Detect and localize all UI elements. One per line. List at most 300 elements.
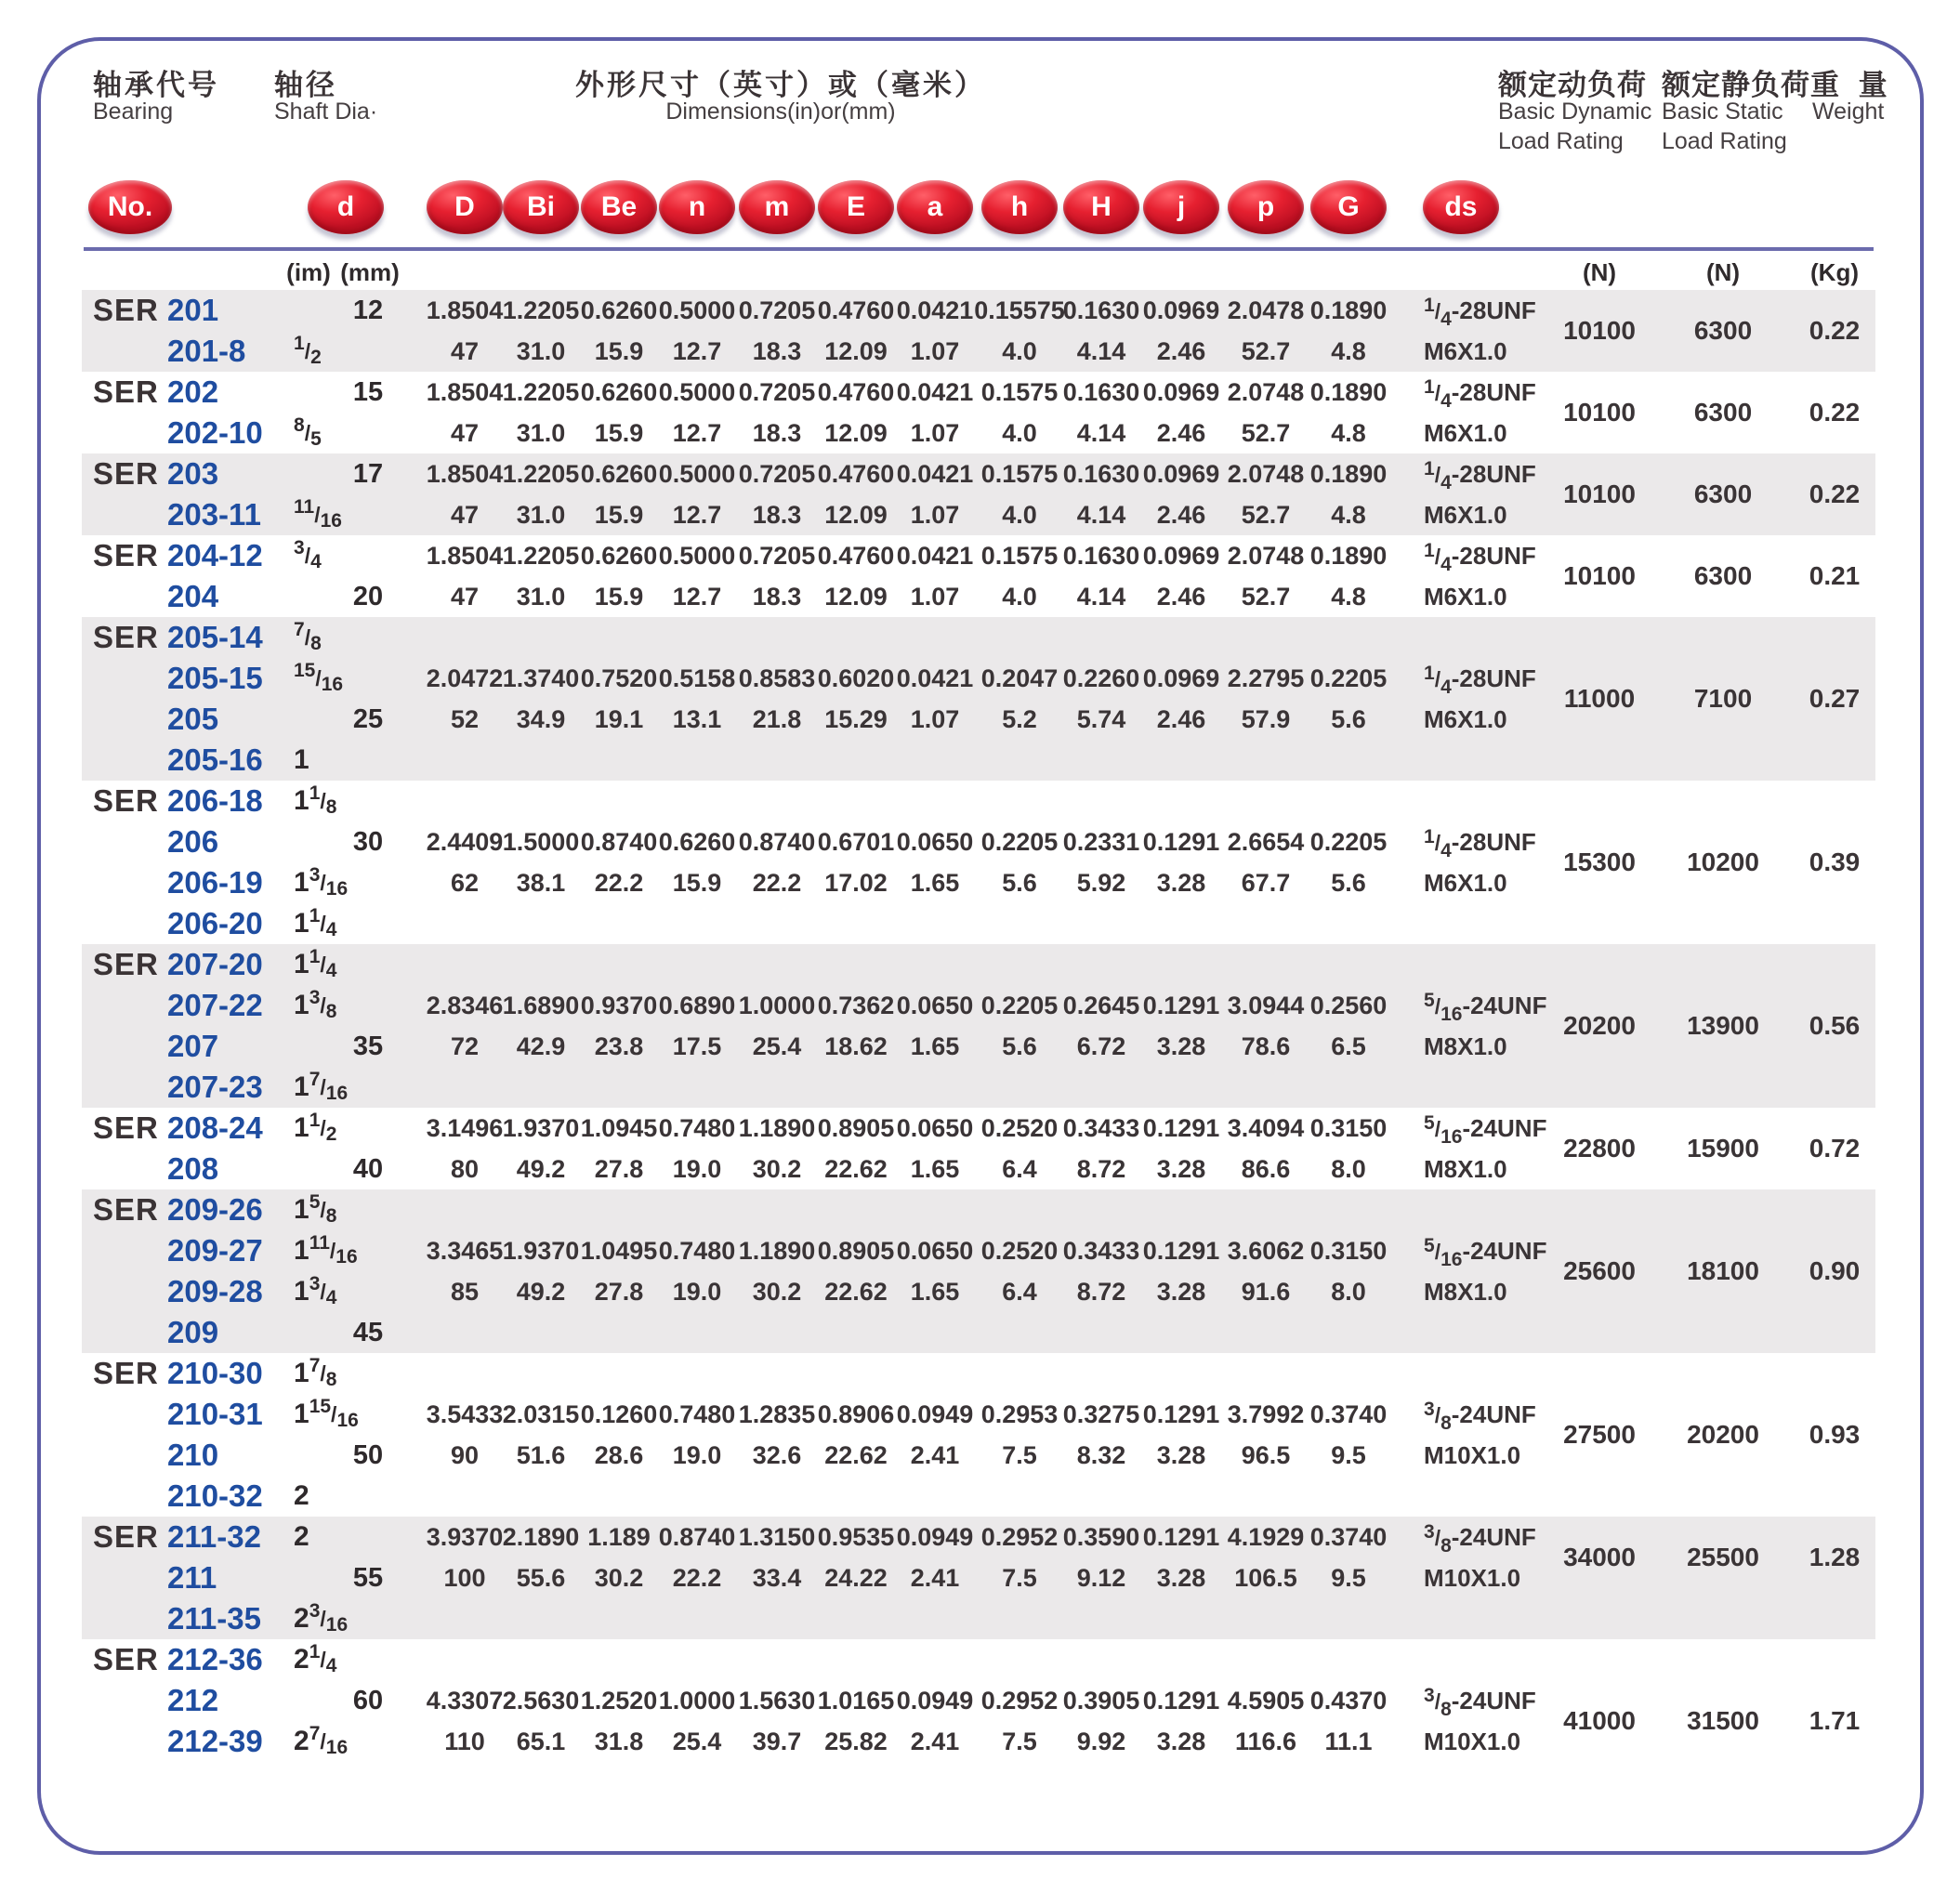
dim-values-col10 — [1143, 658, 1220, 740]
dim-values-col2 — [503, 985, 580, 1067]
dim-values-col2 — [503, 1680, 580, 1762]
dim-mm-value: 18.62 — [824, 1032, 888, 1060]
dim-values-col12 — [1310, 658, 1388, 740]
bearing-number: 203-11 — [167, 497, 261, 532]
thread-spec-unf: $^3/_8-24UNF$ — [1424, 1521, 1536, 1557]
bearing-number: 205-15 — [167, 661, 263, 695]
dim-mm-value: 19.0 — [672, 1441, 722, 1469]
dim-inch-value: 0.9370 — [580, 992, 658, 1019]
dim-mm-value: 15.9 — [594, 583, 644, 611]
ser-prefix: SER — [93, 456, 159, 491]
dynamic-load-value: 27500 — [1563, 1420, 1636, 1449]
dim-inch-value: 0.1575 — [980, 460, 1059, 488]
dim-mm-value: 2.41 — [910, 1564, 960, 1592]
dim-values-col5 — [739, 1517, 816, 1598]
dim-mm-value: 5.6 — [1002, 1032, 1037, 1060]
bearing-number: 202 — [167, 374, 219, 409]
dim-values-col9 — [1063, 1394, 1140, 1476]
unit-shaft-mm: (mm) — [340, 258, 400, 286]
dim-values-col1 — [427, 658, 504, 740]
dim-mm-value: 39.7 — [752, 1728, 802, 1755]
bearing-number: 211-35 — [167, 1601, 261, 1636]
dim-inch-value: 0.4370 — [1309, 1687, 1388, 1715]
dim-values-col6 — [818, 658, 895, 740]
dim-values-col1 — [427, 453, 504, 535]
dim-values-col4 — [659, 372, 736, 453]
static-load-value: 15900 — [1687, 1134, 1759, 1163]
dim-mm-value: 15.9 — [672, 869, 722, 897]
dim-inch-value: 0.3905 — [1062, 1687, 1140, 1715]
dim-inch-value: 2.4409 — [426, 828, 504, 856]
bearing-number: 201-8 — [167, 334, 246, 368]
dim-inch-value: 0.8740 — [738, 828, 816, 856]
dim-values-col8 — [981, 1680, 1059, 1762]
thread-spec-metric: M8X1.0 — [1424, 1278, 1507, 1306]
dim-mm-value: 49.2 — [516, 1155, 566, 1183]
bearing-number: 206 — [167, 824, 219, 859]
dim-inch-value: 0.6701 — [817, 828, 895, 856]
static-load-value: 6300 — [1693, 480, 1753, 508]
shaft-dia-inch: 11 / 16 — [294, 496, 342, 532]
dim-mm-value: 80 — [450, 1155, 480, 1183]
dim-values-col6 — [818, 372, 895, 453]
bearing-number: 209-28 — [167, 1274, 263, 1308]
dim-inch-value: 0.8905 — [817, 1114, 895, 1142]
weight-value: 0.56 — [1809, 1011, 1861, 1040]
static-load-value: 6300 — [1693, 398, 1753, 427]
shaft-dia-mm: 12 — [352, 295, 384, 325]
dim-mm-value: 110 — [444, 1728, 485, 1755]
dim-inch-value: 0.0421 — [896, 664, 974, 692]
dim-mm-value: 22.62 — [824, 1155, 888, 1183]
thread-spec-metric: M6X1.0 — [1424, 705, 1507, 733]
dim-mm-value: 78.6 — [1241, 1032, 1291, 1060]
dim-values-col6 — [818, 821, 895, 903]
dim-values-col4 — [659, 658, 736, 740]
dim-mm-value: 4.0 — [1002, 583, 1037, 611]
dim-mm-value: 5.2 — [1002, 705, 1037, 733]
dim-mm-value: 1.65 — [910, 869, 960, 897]
shaft-dia-inch: 1 7 / 16 — [294, 1069, 349, 1104]
dim-inch-value: 0.4760 — [817, 296, 895, 324]
ser-prefix: SER — [93, 947, 159, 981]
shaft-dia-inch: 1 3 / 8 — [294, 987, 337, 1022]
weight-value: 1.28 — [1809, 1543, 1861, 1571]
dim-values-col12 — [1310, 821, 1388, 903]
dim-inch-value: 3.7992 — [1227, 1400, 1305, 1428]
dim-inch-value: 0.7362 — [817, 992, 895, 1019]
dim-inch-value: 0.1890 — [1309, 542, 1388, 570]
dim-inch-value: 1.2835 — [738, 1400, 816, 1428]
dim-mm-value: 47 — [450, 337, 480, 365]
dynamic-load-value: 25600 — [1563, 1256, 1636, 1285]
dim-values-col3 — [581, 1230, 658, 1312]
dim-mm-value: 51.6 — [516, 1441, 566, 1469]
dim-values-col6 — [818, 1680, 895, 1762]
dim-values-col2 — [503, 453, 580, 535]
static-load-header-cn: 额定静负荷 — [1662, 69, 1810, 101]
dim-values-col7 — [897, 985, 974, 1067]
column-badge-bi: Bi — [503, 180, 579, 234]
dim-mm-value: 86.6 — [1241, 1155, 1291, 1183]
dim-values-col4 — [659, 1517, 736, 1598]
dim-values-col9 — [1063, 372, 1140, 453]
dim-inch-value: 0.7520 — [580, 664, 658, 692]
dim-inch-value: 0.1291 — [1142, 992, 1220, 1019]
dim-mm-value: 1.07 — [910, 501, 960, 529]
header-divider — [84, 247, 1874, 251]
dim-inch-value: 0.3150 — [1309, 1114, 1388, 1142]
column-badge-be: Be — [581, 180, 657, 234]
dim-mm-value: 31.0 — [516, 501, 566, 529]
weight-value: 0.90 — [1809, 1256, 1861, 1285]
dim-mm-value: 5.74 — [1076, 705, 1126, 733]
dim-mm-value: 1.65 — [910, 1278, 960, 1306]
thread-spec-unf: $^1/_4-28UNF$ — [1424, 826, 1536, 861]
dim-mm-value: 13.1 — [672, 705, 722, 733]
column-badge-h: h — [981, 180, 1058, 234]
dim-inch-value: 0.9535 — [817, 1523, 895, 1551]
dim-values-col2 — [503, 821, 580, 903]
dim-mm-value: 4.0 — [1002, 501, 1037, 529]
bearing-number: 209 — [167, 1315, 219, 1349]
dim-values-col4 — [659, 1230, 736, 1312]
dim-values-col5 — [739, 372, 816, 453]
column-badge-n: n — [659, 180, 735, 234]
dim-inch-value: 0.0949 — [896, 1400, 974, 1428]
dim-mm-value: 1.65 — [910, 1032, 960, 1060]
thread-spec-unf: $^5/_{16}-24UNF$ — [1424, 1235, 1547, 1270]
dim-inch-value: 1.8504 — [426, 378, 504, 406]
dim-mm-value: 100 — [443, 1564, 486, 1592]
dim-inch-value: 0.5000 — [658, 296, 736, 324]
dim-values-col12 — [1310, 290, 1388, 372]
shaft-dia-mm: 30 — [352, 826, 384, 857]
dim-mm-value: 85 — [450, 1278, 480, 1306]
dim-values-col4 — [659, 535, 736, 617]
dim-values-col12 — [1310, 453, 1388, 535]
shaft-dia-inch: 2 3 / 16 — [294, 1600, 349, 1636]
dynamic-load-value: 11000 — [1563, 684, 1636, 713]
dim-values-col3 — [587, 1517, 651, 1598]
dim-values-col9 — [1063, 1680, 1140, 1762]
shaft-dia-mm: 60 — [352, 1685, 384, 1715]
weight-header-cn: 重 量 — [1810, 69, 1893, 101]
dim-mm-value: 106.5 — [1234, 1564, 1297, 1592]
dim-values-col2 — [503, 372, 580, 453]
dim-mm-value: 2.46 — [1156, 501, 1206, 529]
dim-mm-value: 3.28 — [1156, 1032, 1206, 1060]
dim-inch-value: 0.6260 — [658, 828, 736, 856]
dim-mm-value: 25.4 — [752, 1032, 802, 1060]
dim-inch-value: 0.0650 — [896, 1237, 974, 1265]
thread-spec — [1424, 821, 1536, 903]
shaft-dia-inch: 1 1 / 2 — [294, 1110, 337, 1145]
dim-values-col10 — [1143, 372, 1220, 453]
bearing-number: 209-26 — [167, 1192, 263, 1227]
thread-spec-unf: $^5/_{16}-24UNF$ — [1424, 990, 1547, 1025]
dim-values-col8 — [974, 290, 1065, 372]
weight-value: 0.22 — [1809, 398, 1861, 427]
dim-mm-value: 1.07 — [910, 337, 960, 365]
dim-values-col4 — [659, 821, 736, 903]
dim-values-col4 — [659, 1394, 736, 1476]
shaft-dia-inch: 1 11 / 16 — [294, 1232, 358, 1268]
bearing-number: 207-20 — [167, 947, 263, 981]
dim-inch-value: 1.0945 — [580, 1114, 658, 1142]
dim-inch-value: 0.1890 — [1309, 378, 1388, 406]
bearing-number: 202-10 — [167, 415, 263, 450]
dim-mm-value: 4.0 — [1002, 337, 1037, 365]
dim-values-col10 — [1143, 985, 1220, 1067]
thread-spec-unf: $^1/_4-28UNF$ — [1424, 663, 1536, 698]
bearing-number: 208 — [167, 1151, 219, 1186]
dim-values-col5 — [739, 821, 816, 903]
weight-value: 0.93 — [1809, 1420, 1861, 1449]
column-badge-h: H — [1063, 180, 1139, 234]
column-badge-g: G — [1310, 180, 1387, 234]
dim-values-col9 — [1063, 985, 1140, 1067]
thread-spec — [1424, 1394, 1536, 1476]
dim-values-col10 — [1143, 1394, 1220, 1476]
dim-mm-value: 25.4 — [672, 1728, 722, 1755]
dim-values-col1 — [427, 1108, 504, 1189]
dim-mm-value: 116.6 — [1234, 1728, 1297, 1755]
dim-values-col11 — [1228, 1394, 1305, 1476]
dim-mm-value: 31.0 — [516, 583, 566, 611]
dim-mm-value: 15.9 — [594, 419, 644, 447]
dim-mm-value: 22.62 — [824, 1278, 888, 1306]
dim-values-col12 — [1310, 1517, 1388, 1598]
dim-values-col6 — [818, 1394, 895, 1476]
dim-values-col5 — [739, 290, 816, 372]
dim-inch-value: 0.0969 — [1142, 542, 1220, 570]
unit-static-load: (N) — [1705, 258, 1741, 286]
dim-mm-value: 15.9 — [594, 337, 644, 365]
dim-inch-value: 2.1890 — [502, 1523, 580, 1551]
dim-inch-value: 0.0421 — [896, 378, 974, 406]
dim-values-col10 — [1143, 1517, 1220, 1598]
shaft-dia-inch: 1 15 / 16 — [294, 1396, 359, 1431]
dim-values-col6 — [818, 453, 895, 535]
dim-inch-value: 0.6890 — [658, 992, 736, 1019]
bearing-number: 210-30 — [167, 1356, 263, 1390]
dim-mm-value: 3.28 — [1156, 1441, 1206, 1469]
dim-values-col1 — [427, 535, 504, 617]
weight-value: 0.21 — [1809, 561, 1861, 590]
dim-values-col11 — [1228, 658, 1305, 740]
dim-mm-value: 4.14 — [1076, 583, 1126, 611]
dim-values-col5 — [739, 1680, 816, 1762]
dim-mm-value: 15.29 — [824, 705, 888, 733]
dim-values-col5 — [739, 985, 816, 1067]
dim-mm-value: 18.3 — [752, 583, 802, 611]
thread-spec-metric: M8X1.0 — [1424, 1032, 1507, 1060]
dim-mm-value: 2.46 — [1156, 583, 1206, 611]
shaft-dia-inch: 1 7 / 8 — [294, 1355, 337, 1390]
dim-inch-value: 2.0315 — [502, 1400, 580, 1428]
shaft-dia-header-cn: 轴径 — [274, 69, 337, 101]
dim-inch-value: 0.0949 — [896, 1687, 974, 1715]
shaft-dia-inch: 15 / 16 — [294, 660, 344, 695]
dim-inch-value: 1.5000 — [502, 828, 580, 856]
dim-values-col2 — [503, 1108, 580, 1189]
dim-mm-value: 8.32 — [1076, 1441, 1126, 1469]
dim-values-col12 — [1310, 1230, 1388, 1312]
dim-values-col11 — [1228, 821, 1305, 903]
bearing-number: 207-23 — [167, 1070, 263, 1104]
dim-inch-value: 0.0969 — [1142, 460, 1220, 488]
dim-mm-value: 7.5 — [1002, 1441, 1037, 1469]
dim-mm-value: 6.72 — [1076, 1032, 1126, 1060]
dim-values-col1 — [427, 1230, 504, 1312]
dim-inch-value: 3.9370 — [426, 1523, 504, 1551]
dim-values-col11 — [1228, 1108, 1305, 1189]
thread-spec-unf: $^1/_4-28UNF$ — [1424, 295, 1536, 330]
weight-value: 0.72 — [1809, 1134, 1861, 1163]
dim-values-col9 — [1063, 535, 1140, 617]
dim-inch-value: 0.1630 — [1062, 542, 1140, 570]
dim-mm-value: 4.0 — [1002, 419, 1037, 447]
thread-spec — [1424, 1680, 1536, 1762]
dynamic-load-value: 10100 — [1563, 398, 1636, 427]
dim-values-col8 — [981, 372, 1059, 453]
dynamic-load-header-en2: Load Rating — [1498, 128, 1624, 154]
dim-inch-value: 0.4760 — [817, 460, 895, 488]
dim-values-col6 — [818, 1517, 895, 1598]
dim-inch-value: 0.1575 — [980, 378, 1059, 406]
dim-values-col3 — [581, 535, 658, 617]
dynamic-load-value: 20200 — [1563, 1011, 1636, 1040]
dim-inch-value: 0.0969 — [1142, 296, 1220, 324]
dim-mm-value: 8.72 — [1076, 1155, 1126, 1183]
dim-inch-value: 0.2205 — [980, 828, 1059, 856]
ser-prefix: SER — [93, 538, 159, 572]
dim-values-col8 — [981, 1517, 1059, 1598]
dim-mm-value: 2.46 — [1156, 419, 1206, 447]
thread-spec-unf: $^1/_4-28UNF$ — [1424, 458, 1536, 493]
dim-inch-value: 0.0650 — [896, 828, 974, 856]
dim-values-col10 — [1143, 1108, 1220, 1189]
dim-mm-value: 7.5 — [1002, 1728, 1037, 1755]
thread-spec-unf: $^5/_{16}-24UNF$ — [1424, 1112, 1547, 1148]
dim-values-col9 — [1063, 1230, 1140, 1312]
ser-prefix: SER — [93, 1192, 159, 1227]
bearing-number: 212-39 — [167, 1724, 263, 1758]
dim-values-col8 — [981, 453, 1059, 535]
dim-mm-value: 12.7 — [672, 501, 722, 529]
dim-mm-value: 27.8 — [594, 1155, 644, 1183]
dim-mm-value: 12.7 — [672, 419, 722, 447]
dim-mm-value: 6.5 — [1331, 1032, 1366, 1060]
dim-inch-value: 0.3433 — [1062, 1114, 1140, 1142]
dim-mm-value: 31.0 — [516, 337, 566, 365]
dim-inch-value: 0.6020 — [817, 664, 895, 692]
dim-inch-value: 1.9370 — [502, 1237, 580, 1265]
dim-values-col7 — [897, 1680, 974, 1762]
dim-values-col6 — [818, 1230, 895, 1312]
column-badge-ds: ds — [1423, 180, 1499, 234]
dim-mm-value: 62 — [450, 869, 480, 897]
bearing-number: 210-31 — [167, 1397, 263, 1431]
shaft-dia-inch: 3 / 4 — [294, 537, 322, 572]
bearing-number: 204-12 — [167, 538, 263, 572]
dim-mm-value: 4.8 — [1331, 501, 1366, 529]
column-badge-d: d — [308, 180, 384, 234]
dim-mm-value: 6.4 — [1002, 1155, 1037, 1183]
dim-mm-value: 2.46 — [1156, 705, 1206, 733]
dynamic-load-header-en1: Basic Dynamic — [1498, 99, 1652, 125]
dim-mm-value: 57.9 — [1241, 705, 1291, 733]
dim-mm-value: 65.1 — [516, 1728, 566, 1755]
dim-inch-value: 0.0650 — [896, 1114, 974, 1142]
dim-inch-value: 0.1291 — [1142, 828, 1220, 856]
dim-values-col8 — [981, 535, 1059, 617]
dim-mm-value: 8.72 — [1076, 1278, 1126, 1306]
dim-inch-value: 0.2205 — [1309, 828, 1388, 856]
dim-values-col11 — [1228, 1680, 1305, 1762]
shaft-dia-inch: 1 1 / 4 — [294, 946, 337, 981]
thread-spec — [1424, 535, 1536, 617]
thread-spec-metric: M6X1.0 — [1424, 419, 1507, 447]
dim-inch-value: 0.4760 — [817, 378, 895, 406]
dim-values-col2 — [503, 1517, 580, 1598]
dynamic-load-value: 10100 — [1563, 561, 1636, 590]
dim-mm-value: 15.9 — [594, 501, 644, 529]
dim-values-col3 — [581, 453, 658, 535]
shaft-dia-inch: 1 — [294, 744, 309, 775]
dim-inch-value: 2.0472 — [426, 664, 504, 692]
dim-values-col3 — [581, 1108, 658, 1189]
dim-mm-value: 4.14 — [1076, 419, 1126, 447]
dim-inch-value: 0.5000 — [658, 542, 736, 570]
bearing-number: 212-36 — [167, 1642, 263, 1676]
dim-mm-value: 12.09 — [824, 583, 888, 611]
shaft-dia-mm: 20 — [352, 581, 384, 611]
dim-mm-value: 4.14 — [1076, 337, 1126, 365]
dim-values-col11 — [1228, 985, 1305, 1067]
ser-prefix: SER — [93, 1519, 159, 1554]
dim-values-col8 — [981, 1394, 1059, 1476]
dim-mm-value: 25.82 — [824, 1728, 888, 1755]
dim-values-col4 — [659, 290, 736, 372]
ser-prefix: SER — [93, 293, 159, 327]
dim-mm-value: 47 — [450, 583, 480, 611]
unit-dynamic-load: (N) — [1582, 258, 1617, 286]
static-load-value: 13900 — [1687, 1011, 1759, 1040]
dim-inch-value: 0.8583 — [738, 664, 816, 692]
dim-mm-value: 34.9 — [516, 705, 566, 733]
dim-values-col11 — [1228, 1230, 1305, 1312]
dim-inch-value: 1.3150 — [738, 1523, 816, 1551]
dim-inch-value: 0.7205 — [738, 542, 816, 570]
dim-mm-value: 47 — [450, 419, 480, 447]
static-load-value: 6300 — [1693, 316, 1753, 345]
thread-spec — [1424, 1517, 1536, 1598]
shaft-dia-mm: 45 — [352, 1317, 384, 1347]
dim-inch-value: 1.2205 — [502, 296, 580, 324]
shaft-dia-inch: 2 — [294, 1521, 309, 1552]
thread-spec-unf: $^1/_4-28UNF$ — [1424, 540, 1536, 575]
dim-inch-value: 0.6260 — [580, 460, 658, 488]
thread-spec-metric: M10X1.0 — [1424, 1728, 1521, 1755]
dim-values-col6 — [818, 985, 895, 1067]
dim-values-col1 — [427, 372, 504, 453]
dim-values-col7 — [897, 372, 974, 453]
dynamic-load-value: 34000 — [1563, 1543, 1636, 1571]
weight-value: 0.22 — [1809, 480, 1861, 508]
bearing-number: 207 — [167, 1029, 219, 1063]
